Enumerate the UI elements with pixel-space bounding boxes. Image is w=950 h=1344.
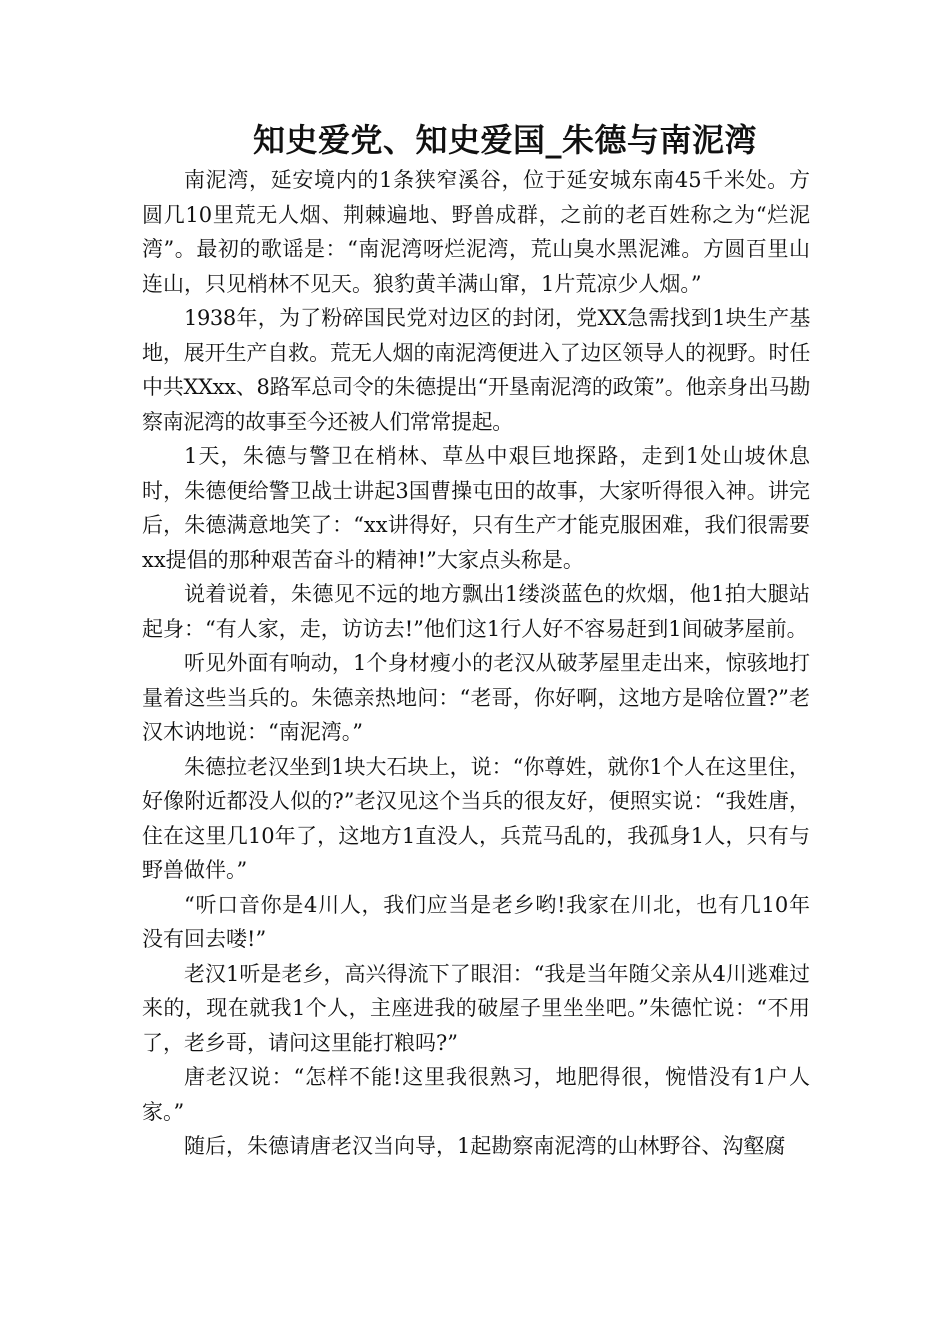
paragraph: 1938年，为了粉碎国民党对边区的封闭，党XX急需找到1块生产基地，展开生产自救。荒无人烟的南泥湾便进入了边区领导人的视野。时任中共XXxx、8路军总司令的朱德提出“开垦南泥湾的政策”。他亲身出马勘察南泥湾的故事至今还被人们常常提起。 <box>142 306 810 434</box>
document-body <box>142 163 810 1164</box>
paragraph: 老汉1听是老乡，高兴得流下了眼泪：“我是当年随父亲从4川逃难过来的，现在就我1个人，主座进我的破屋子里坐坐吧。”朱德忙说：“不用了，老乡哥，请问这里能打粮吗?” <box>142 961 810 1055</box>
paragraph: 听见外面有响动，1个身材瘦小的老汉从破茅屋里走出来，惊骇地打量着这些当兵的。朱德亲热地问：“老哥，你好啊，这地方是啥位置?”老汉木讷地说：“南泥湾。” <box>142 651 810 744</box>
paragraph: 朱德拉老汉坐到1块大石块上，说：“你尊姓，就你1个人在这里住，好像附近都没人似的?”老汉见这个当兵的很友好，便照实说：“我姓唐，住在这里几10年了，这地方1直没人，兵荒马乱的，我孤身1人，只有与野兽做伴。” <box>142 754 810 882</box>
paragraph: 南泥湾，延安境内的1条狭窄溪谷，位于延安城东南45千米处。方圆几10里荒无人烟、荆棘遍地、野兽成群，之前的老百姓称之为“烂泥湾”。最初的歌谣是：“南泥湾呀烂泥湾，荒山臭水黑泥滩。方圆百里山连山，只见梢林不见天。狼豹黄羊满山窜，1片荒凉少人烟。” <box>142 168 810 296</box>
paragraph: 说着说着，朱德见不远的地方飘出1缕淡蓝色的炊烟，他1拍大腿站起身：“有人家，走，访访去!”他们这1行人好不容易赶到1间破茅屋前。 <box>142 582 810 641</box>
document-title: 知史爱党、知史爱国_朱德与南泥湾 <box>252 121 757 159</box>
paragraph: 随后，朱德请唐老汉当向导，1起勘察南泥湾的山林野谷、沟壑腐 <box>184 1134 786 1158</box>
paragraph: 1天，朱德与警卫在梢林、草丛中艰巨地探路，走到1处山坡休息时，朱德便给警卫战士讲起3国曹操屯田的故事，大家听得很入神。讲完后，朱德满意地笑了：“xx讲得好，只有生产才能克服困难，我们很需要xx提倡的那种艰苦奋斗的精神!”大家点头称是。 <box>142 444 810 572</box>
paragraph: 唐老汉说：“怎样不能!这里我很熟习，地肥得很，惋惜没有1户人家。” <box>142 1065 810 1124</box>
paragraph: “听口音你是4川人，我们应当是老乡哟!我家在川北，也有几10年没有回去喽!” <box>142 892 810 951</box>
